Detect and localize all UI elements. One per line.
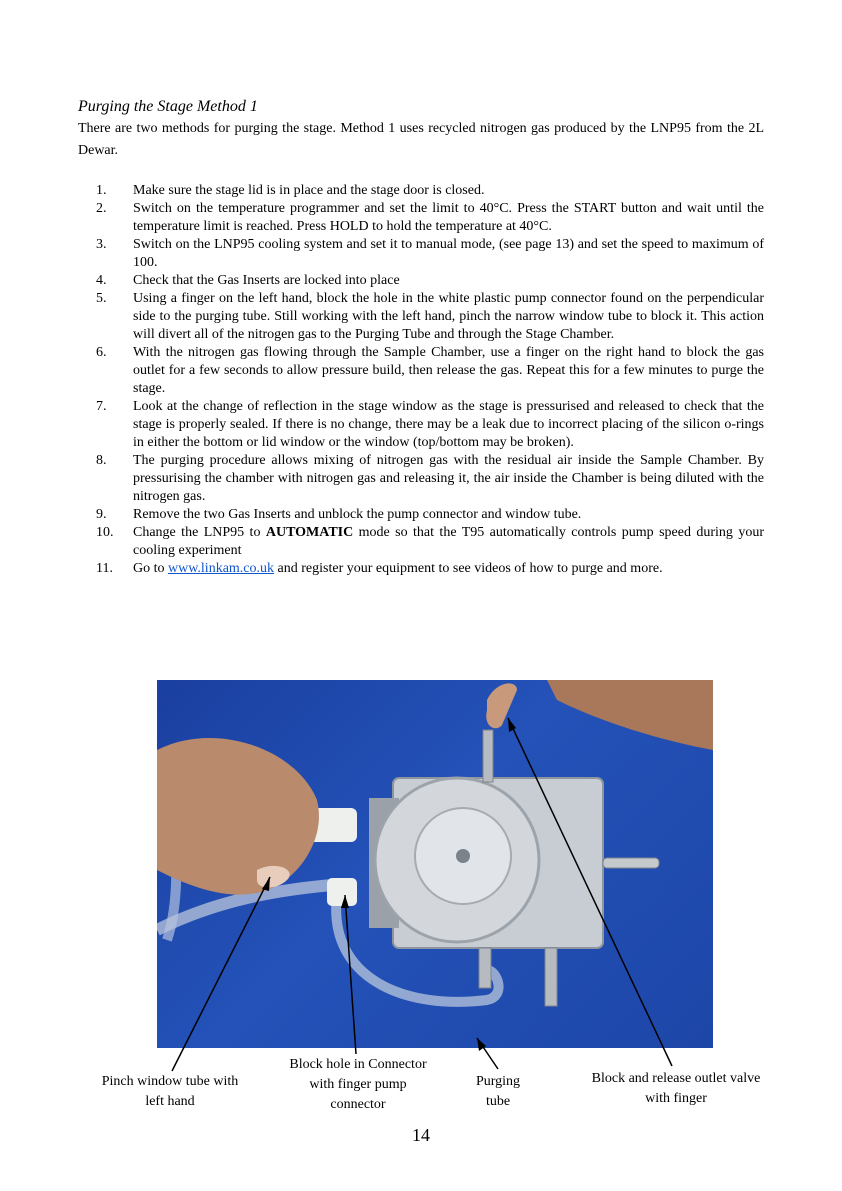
section-heading: Purging the Stage Method 1 bbox=[78, 98, 258, 115]
arrowhead-icon bbox=[262, 877, 270, 891]
caption-purging-tube: Purging tube bbox=[475, 1074, 521, 1109]
step-number: 6. bbox=[96, 345, 107, 360]
outlet-arrow bbox=[508, 718, 672, 1066]
step-text-pre: Change the LNP95 to bbox=[133, 525, 266, 540]
step-number: 2. bbox=[96, 201, 107, 216]
intro-paragraph: There are two methods for purging the stage. Method 1 uses recycled nitrogen gas produced by the LNP95 from the 2L Dewar. bbox=[78, 121, 764, 158]
page-number: 14 bbox=[412, 1125, 430, 1145]
step-text: With the nitrogen gas flowing through the Sample Chamber, use a finger on the right hand to block the gas outlet for a few seconds to allow pressure build, then release the gas. Repeat this for a few minutes to purge the stage. bbox=[133, 345, 764, 396]
step-number: 8. bbox=[96, 453, 107, 468]
step-number: 3. bbox=[96, 237, 107, 252]
caption-pinch-window-tube: Pinch window tube with left hand bbox=[101, 1074, 239, 1109]
linkam-website-link[interactable]: www.linkam.co.uk bbox=[168, 561, 275, 576]
step-text: Switch on the LNP95 cooling system and set it to manual mode, (see page 13) and set the speed to maximum of 100. bbox=[133, 237, 764, 270]
automatic-mode-label: AUTOMATIC bbox=[265, 525, 354, 540]
step-number: 9. bbox=[96, 507, 107, 522]
step-text: Using a finger on the left hand, block the hole in the white plastic pump connector found on the perpendicular side to the purging tube. Still working with the left hand, pinch the narrow window tube to block it. This action will divert all of the nitrogen gas to the Purging Tube and through the Stage Chamber. bbox=[133, 291, 764, 342]
step-text: Look at the change of reflection in the stage window as the stage is pressurised and released to check that the stage is properly sealed. If there is no change, there may be a leak due to incorrect placing of the silicon o-rings in either the bottom or lid window or the window (top/bottom may be broken). bbox=[133, 399, 764, 450]
step-number: 4. bbox=[96, 273, 107, 288]
step-text: Make sure the stage lid is in place and the stage door is closed. bbox=[133, 183, 485, 198]
step-text-post: and register your equipment to see videos of how to purge and more. bbox=[274, 561, 663, 576]
step-text: Check that the Gas Inserts are locked into place bbox=[133, 273, 400, 288]
step-number: 11. bbox=[96, 561, 113, 576]
step-text: Switch on the temperature programmer and set the limit to 40°C. Press the START button and wait until the temperature limit is reached. Press HOLD to hold the temperature at 40°C. bbox=[133, 201, 764, 234]
step-number: 1. bbox=[96, 183, 107, 198]
caption-outlet-valve: Block and release outlet valve with finger bbox=[591, 1071, 761, 1106]
step-number: 5. bbox=[96, 291, 107, 306]
arrowhead-icon bbox=[508, 718, 516, 732]
step-number: 10. bbox=[96, 525, 114, 540]
connector-arrow bbox=[345, 895, 356, 1054]
step-text: The purging procedure allows mixing of nitrogen gas with the residual air inside the Sample Chamber. By pressurising the chamber with nitrogen gas and releasing it, the air inside the Chamber is being diluted with the nitrogen gas. bbox=[133, 453, 764, 504]
arrowhead-icon bbox=[341, 895, 349, 908]
pinch-arrow bbox=[172, 877, 270, 1071]
step-text-pre: Go to bbox=[133, 561, 168, 576]
step-text-post: mode so that the T95 automatically controls pump speed during your cooling experiment bbox=[133, 525, 764, 558]
step-number: 7. bbox=[96, 399, 107, 414]
caption-block-hole: Block hole in Connector with finger pump connector bbox=[289, 1057, 427, 1112]
step-text: Remove the two Gas Inserts and unblock the pump connector and window tube. bbox=[133, 507, 582, 522]
